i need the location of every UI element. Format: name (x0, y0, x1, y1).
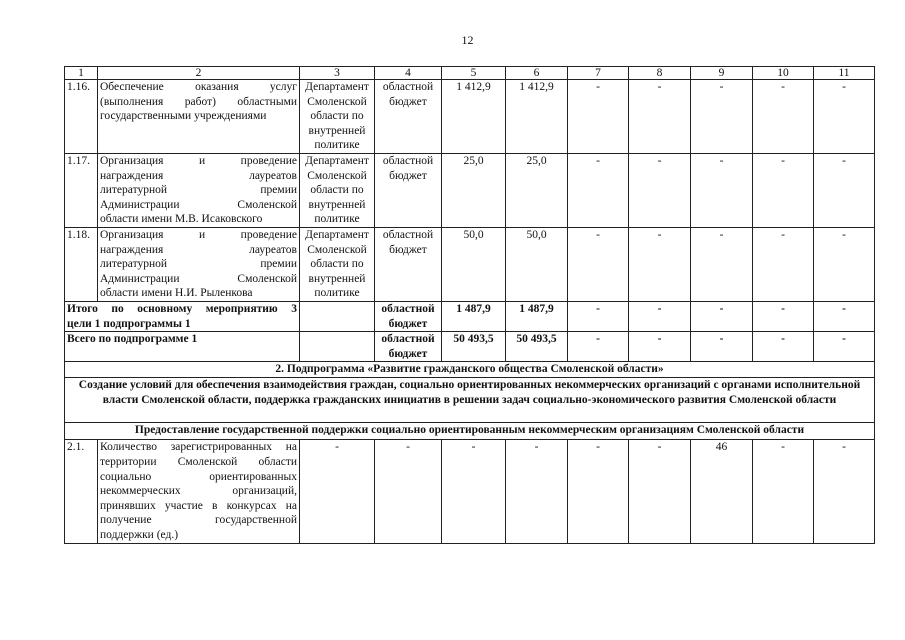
value-cell: 1 487,9 (442, 301, 506, 331)
value-cell: - (568, 332, 629, 362)
value-cell: - (442, 440, 506, 544)
text-line: награждения лауреатов (100, 169, 297, 182)
header-cell: 10 (753, 67, 814, 80)
text-line: областной (381, 333, 435, 346)
text-line: цели 1 подпрограммы 1 (67, 317, 191, 330)
text-line: бюджет (388, 317, 428, 330)
value-cell: - (691, 301, 753, 331)
activity-name (98, 227, 300, 301)
value-cell: - (814, 440, 875, 544)
text-line: государственными учреждениями (100, 110, 267, 123)
value-cell: - (568, 80, 629, 154)
header-cell: 11 (814, 67, 875, 80)
text-line: Администрации Смоленской (100, 272, 297, 285)
total-label: Всего по подпрограмме 1 (65, 332, 300, 362)
text-line: территории Смоленской области (100, 455, 297, 468)
text-line: бюджет (389, 169, 427, 182)
executor (300, 227, 375, 301)
header-cell: 7 (568, 67, 629, 80)
text-line: литературной премии (100, 258, 297, 271)
indicator-row (65, 440, 875, 544)
text-line: Администрации Смоленской (100, 198, 297, 211)
text-line: внутренней (308, 272, 366, 285)
text-line: бюджет (389, 243, 427, 256)
funding-source (375, 332, 442, 362)
value-cell: - (506, 440, 568, 544)
text-line: бюджет (389, 95, 427, 108)
funding-source (375, 301, 442, 331)
value-cell: - (691, 80, 753, 154)
header-cell: 2 (98, 67, 300, 80)
header-cell: 5 (442, 67, 506, 80)
total-subprogram-row (65, 332, 875, 362)
value-cell: - (753, 227, 814, 301)
value-cell: - (691, 332, 753, 362)
table-row (65, 227, 875, 301)
value-cell: 1 487,9 (506, 301, 568, 331)
executor (300, 80, 375, 154)
value-cell: - (814, 332, 875, 362)
value-cell: 1 412,9 (506, 80, 568, 154)
text-line: получение государственной (100, 514, 297, 527)
empty-cell (300, 332, 375, 362)
text-line: бюджет (388, 347, 428, 360)
value-cell: 25,0 (506, 153, 568, 227)
text-line: областной (382, 81, 434, 93)
text-line: (выполнения работ) областными (100, 95, 297, 108)
text-line: Итого по основному мероприятию 3 (67, 302, 297, 315)
text-line: литературной премии (100, 184, 297, 197)
header-cell: 6 (506, 67, 568, 80)
header-cell: 1 (65, 67, 98, 80)
value-cell: - (753, 80, 814, 154)
activity-name (98, 153, 300, 227)
table-row (65, 80, 875, 154)
value-cell: - (629, 332, 691, 362)
text-line: области по (310, 184, 364, 197)
header-cell: 4 (375, 67, 442, 80)
funding-source (375, 153, 442, 227)
value-cell: - (629, 301, 691, 331)
text-line: области по (310, 258, 364, 271)
funding-source (375, 80, 442, 154)
value-cell: 1 412,9 (442, 80, 506, 154)
text-line: областной (382, 228, 434, 241)
text-line: принявших участие в конкурсах на (100, 499, 297, 512)
value-cell: - (375, 440, 442, 544)
header-cell: 9 (691, 67, 753, 80)
value-cell: 25,0 (442, 153, 506, 227)
text-line: Департамент (305, 154, 369, 167)
page-number: 12 (461, 33, 474, 47)
total-label (65, 301, 300, 331)
value-cell: 50 493,5 (442, 332, 506, 362)
value-cell: - (814, 80, 875, 154)
value-cell: - (568, 301, 629, 331)
header-cell: 8 (629, 67, 691, 80)
value-cell: - (691, 227, 753, 301)
text-line: области по (310, 110, 364, 123)
value-cell: 50 493,5 (506, 332, 568, 362)
value-cell: - (629, 227, 691, 301)
text-line: Количество зарегистрированных на (100, 441, 297, 454)
funding-source (375, 227, 442, 301)
activity-name (98, 80, 300, 154)
value-cell: 50,0 (442, 227, 506, 301)
value-cell: - (629, 80, 691, 154)
value-cell: - (300, 440, 375, 544)
text-line: Организация и проведение (100, 228, 297, 241)
text-line: областной (382, 154, 434, 167)
empty-cell (300, 301, 375, 331)
row-number: 1.16. (65, 80, 98, 154)
value-cell: - (629, 153, 691, 227)
value-cell: - (753, 440, 814, 544)
text-line: Департамент (305, 228, 369, 241)
text-line: поддержки (ед.) (100, 528, 179, 541)
row-number: 2.1. (65, 440, 98, 544)
value-cell: - (753, 153, 814, 227)
goal-row (65, 378, 875, 423)
value-cell: - (568, 227, 629, 301)
value-cell: - (814, 153, 875, 227)
text-line: политике (314, 213, 360, 226)
value-cell: 50,0 (506, 227, 568, 301)
task-text: Предоставление государственной поддержки социально ориентированным некоммерческим организациям Смоленской области (65, 423, 875, 440)
value-cell: - (753, 332, 814, 362)
column-number-row (65, 67, 875, 80)
value-cell: - (753, 301, 814, 331)
text-line: Департамент (305, 81, 369, 93)
value-cell: - (814, 301, 875, 331)
row-number: 1.17. (65, 153, 98, 227)
text-line: Смоленской (307, 95, 367, 108)
indicator-name (98, 440, 300, 544)
row-number: 1.18. (65, 227, 98, 301)
value-cell: - (691, 153, 753, 227)
table-row (65, 153, 875, 227)
header-cell: 3 (300, 67, 375, 80)
value-cell: - (629, 440, 691, 544)
value-cell: - (568, 440, 629, 544)
text-line: политике (314, 139, 360, 152)
total-main-row (65, 301, 875, 331)
text-line: Обеспечение оказания услуг (100, 81, 297, 93)
text-line: внутренней (308, 198, 366, 211)
value-cell: - (814, 227, 875, 301)
value-cell: - (568, 153, 629, 227)
program-table (64, 66, 875, 544)
text-line: социально ориентированных (100, 470, 297, 483)
text-line: политике (314, 287, 360, 300)
text-line: Смоленской (307, 169, 367, 182)
executor (300, 153, 375, 227)
text-line: области имени М.В. Исаковского (100, 213, 263, 226)
subprogram-title-row (65, 362, 875, 378)
value-cell: 46 (691, 440, 753, 544)
text-line: области имени Н.И. Рыленкова (100, 287, 253, 300)
text-line: внутренней (308, 124, 366, 137)
task-row (65, 423, 875, 440)
goal-text: Создание условий для обеспечения взаимодействия граждан, социально ориентированных некоммерческих организаций с органами исполнительной власти Смоленской области, поддержка гражданских инициатив в решении задач социально-экономического развития Смоленской области (65, 378, 875, 423)
text-line: некоммерческих организаций, (100, 485, 297, 498)
text-line: областной (381, 302, 435, 315)
text-line: Организация и проведение (100, 154, 297, 167)
text-line: Смоленской (307, 243, 367, 256)
subprogram-title: 2. Подпрограмма «Развитие гражданского общества Смоленской области» (65, 362, 875, 378)
text-line: награждения лауреатов (100, 243, 297, 256)
